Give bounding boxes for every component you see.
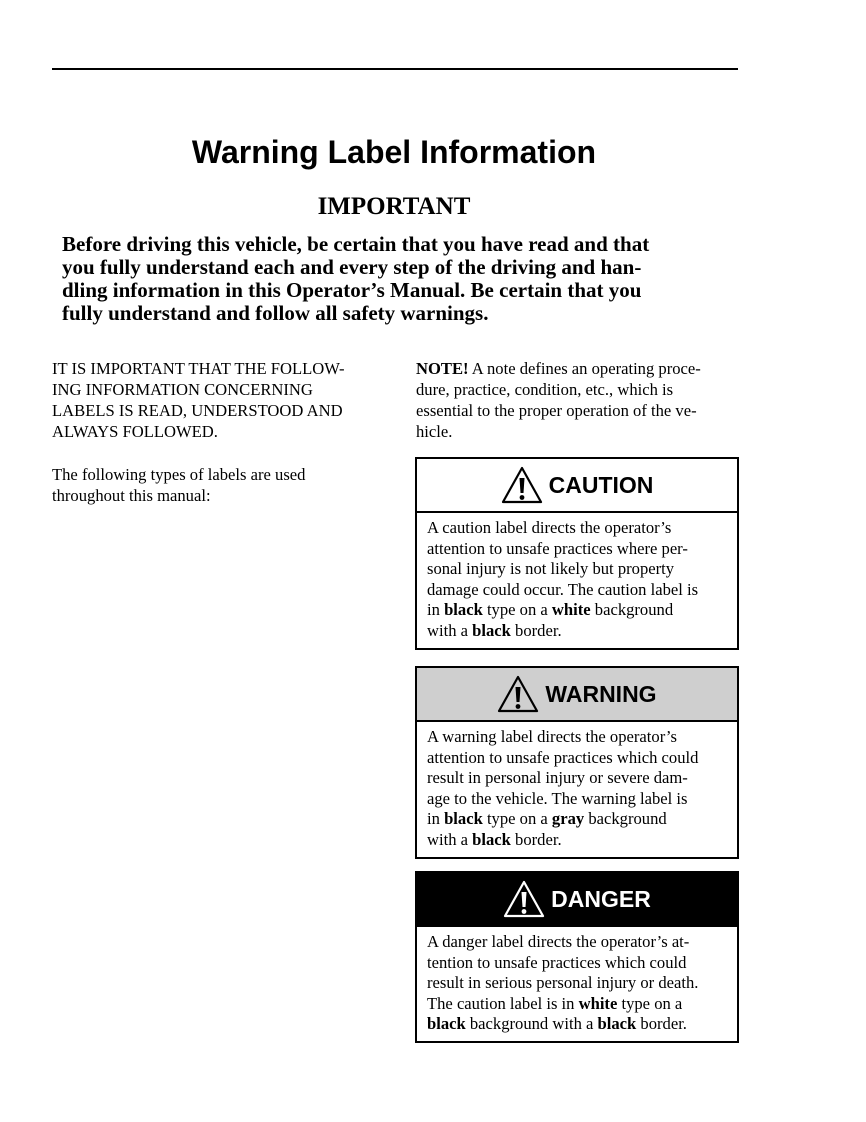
label-types-paragraph <box>52 464 397 506</box>
note-prefix: NOTE! <box>416 359 469 378</box>
danger-label-box <box>415 871 739 1043</box>
warning-triangle-icon <box>497 675 539 713</box>
text-line: The following types of labels are used <box>52 465 306 484</box>
warning-heading: WARNING <box>545 680 657 707</box>
warning-description: A warning label directs the operator’s attention to unsafe practices which could result in personal injury or severe dam- age to the vehicle. The warning label is in black type on a gray background with a black border. <box>427 727 699 849</box>
text-line: IT IS IMPORTANT THAT THE FOLLOW- <box>52 359 345 378</box>
warning-label-box <box>415 666 739 859</box>
page-title: Warning Label Information <box>191 134 597 170</box>
danger-description: A danger label directs the operator’s at- tention to unsafe practices which could result in serious personal injury or death. The caution label is in white type on a black background with a black border. <box>427 932 699 1034</box>
intro-line: fully understand and follow all safety warnings. <box>62 301 489 325</box>
important-paragraph <box>52 358 397 442</box>
left-column <box>52 358 397 506</box>
danger-header <box>417 873 737 927</box>
text-line: NOTE! A note defines an operating proce- <box>416 359 701 378</box>
warning-triangle-icon <box>503 880 545 918</box>
text-line: LABELS IS READ, UNDERSTOOD AND <box>52 401 343 420</box>
intro-line: Before driving this vehicle, be certain that you have read and that <box>62 232 650 256</box>
text-line: hicle. <box>416 422 453 441</box>
text-line: essential to the proper operation of the ve- <box>416 401 697 420</box>
text-line: ALWAYS FOLLOWED. <box>52 422 218 441</box>
caution-label-box <box>415 457 739 650</box>
top-rule <box>52 68 738 70</box>
note-paragraph <box>416 358 738 442</box>
intro-line: dling information in this Operator’s Manual. Be certain that you <box>62 278 642 302</box>
caution-heading: CAUTION <box>548 471 654 498</box>
text-line: dure, practice, condition, etc., which is <box>416 380 674 399</box>
caution-header <box>417 459 737 513</box>
text-line: ING INFORMATION CONCERNING <box>52 380 313 399</box>
intro-line: you fully understand each and every step of the driving and han- <box>62 255 642 279</box>
caution-description: A caution label directs the operator’s attention to unsafe practices where per- sonal injury is not likely but property damage could occur. The caution label is in black type on a white background with a black border. <box>427 518 699 640</box>
warning-triangle-icon <box>501 466 543 504</box>
text-line: throughout this manual: <box>52 486 211 505</box>
intro-paragraph <box>62 233 742 325</box>
warning-header <box>417 668 737 722</box>
danger-heading: DANGER <box>551 885 651 912</box>
important-heading: IMPORTANT <box>317 193 471 220</box>
